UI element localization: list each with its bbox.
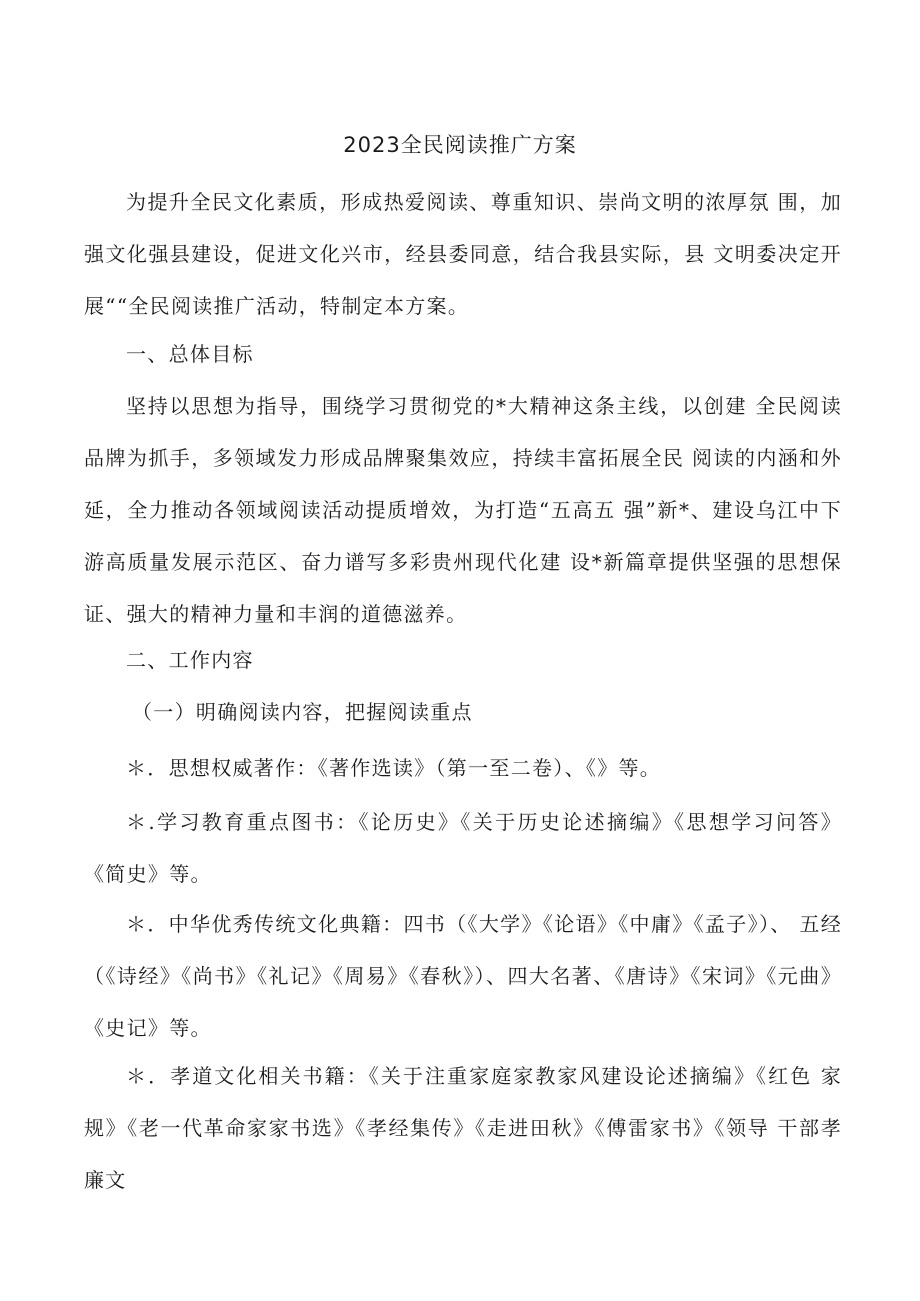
section1-paragraph: 坚持以思想为指导，围绕学习贯彻党的*大精神这条主线，以创建 全民阅读品牌为抓手，多领域发力形成品牌聚集效应，持续丰富拓展全民 阅读的内涵和外延，全力推动各领域阅读活动提质增效，为打造“五高五 强”新*、建设乌江中下游高质量发展示范区、奋力谱写多彩贵州现代化建 设*新篇章提供坚强的思想保证、强大的精神力量和丰润的道德滋养。 (84, 394, 842, 626)
list-item-4: ＊．孝道文化相关书籍：《关于注重家庭家教家风建设论述摘编》《红色 家规》《老一代革命家家书选》《孝经集传》《走进田秋》《傅雷家书》《领导 干部孝廉文 (84, 1064, 842, 1192)
section2-heading: 二、工作内容 (126, 648, 254, 672)
list-item-2: ＊.学习教育重点图书：《论历史》《关于历史论述摘编》《思想学习问答》 《简史》等。 (84, 810, 842, 886)
subsection1-heading: （一）明确阅读内容，把握阅读重点 (132, 700, 473, 724)
section1-heading: 一、总体目标 (126, 342, 254, 366)
document-title: 2023全民阅读推广方案 (343, 133, 577, 157)
list-item-3: ＊．中华优秀传统文化典籍：四书（《大学》《论语》《中庸》《孟子》）、 五经（《诗经》《尚书》《礼记》《周易》《春秋》）、四大名著、《唐诗》《宋词》《元曲》《史记》等。 (84, 912, 842, 1040)
list-item-1: ＊．思想权威著作：《著作选读》（第一至二卷）、《》等。 (126, 756, 662, 780)
intro-paragraph: 为提升全民文化素质，形成热爱阅读、尊重知识、崇尚文明的浓厚氛 围，加强文化强县建设，促进文化兴市，经县委同意，结合我县实际，县 文明委决定开展““全民阅读推广活动，特制定本方案。 (84, 190, 842, 318)
